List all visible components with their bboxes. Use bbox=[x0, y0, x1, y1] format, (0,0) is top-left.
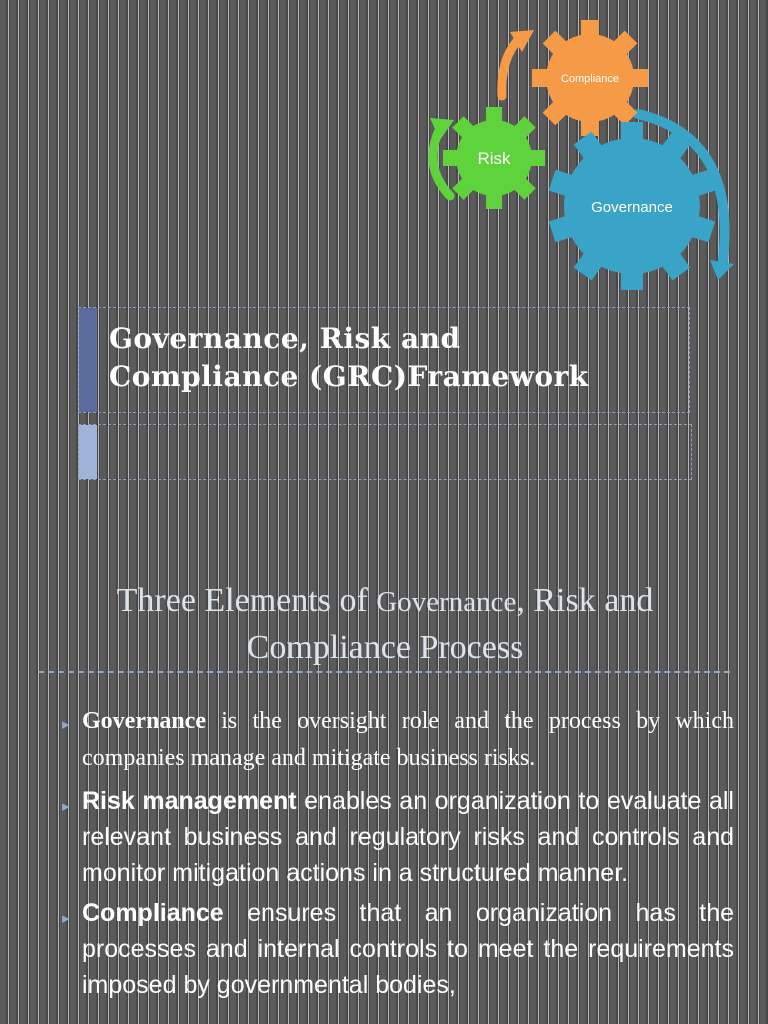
section-heading bbox=[30, 578, 740, 671]
divider bbox=[38, 671, 730, 673]
bullet-arrow-icon: ▸ bbox=[62, 910, 70, 927]
bullet-text: enables an organization to evaluate all relevant business and regulatory risks and controls and monitor mitigation actions in a structured manner. bbox=[82, 787, 734, 887]
grc-gears-graphic bbox=[410, 18, 750, 303]
slide-title-line2: Compliance (GRC)Framework bbox=[109, 360, 589, 393]
bullet-text: ensures that an organization has the processes and internal controls to meet the requirements imposed by governmental bodies, bbox=[82, 899, 734, 999]
section-heading-line1 bbox=[30, 578, 740, 625]
bullet-term: Governance bbox=[82, 708, 206, 734]
governance-gear-label: Governance bbox=[591, 199, 673, 216]
subtitle-accent-bar bbox=[79, 425, 97, 479]
compliance-gear-icon bbox=[532, 20, 648, 136]
bullet-compliance bbox=[62, 895, 734, 1003]
risk-gear-label: Risk bbox=[477, 149, 511, 168]
bullet-governance bbox=[62, 703, 734, 777]
subtitle-box bbox=[78, 424, 692, 480]
compliance-gear-label: Compliance bbox=[560, 73, 620, 85]
slide-title-line1: Governance, Risk and bbox=[109, 322, 461, 355]
section-heading-line2: Compliance Process bbox=[246, 629, 524, 666]
governance-gear-icon bbox=[549, 122, 716, 290]
bullet-arrow-icon: ▸ bbox=[62, 717, 70, 733]
bullet-list bbox=[62, 703, 734, 1003]
title-box bbox=[78, 307, 690, 413]
heading-part1: Three Elements of bbox=[116, 582, 377, 619]
bullet-text: is the oversight role and the process by which companies manage and mitigate business risks. bbox=[82, 708, 734, 771]
governance-arrowhead-icon bbox=[710, 260, 734, 280]
heading-part2: Governance bbox=[376, 586, 517, 618]
bullet-term: Compliance bbox=[82, 899, 224, 927]
bullet-term: Risk management bbox=[82, 787, 297, 815]
bullet-risk-management bbox=[62, 783, 734, 891]
bullet-arrow-icon: ▸ bbox=[62, 798, 70, 815]
slide-title bbox=[109, 320, 684, 396]
heading-part3: , Risk and bbox=[516, 582, 654, 619]
risk-gear-icon bbox=[443, 107, 545, 209]
title-accent-bar bbox=[79, 308, 97, 412]
